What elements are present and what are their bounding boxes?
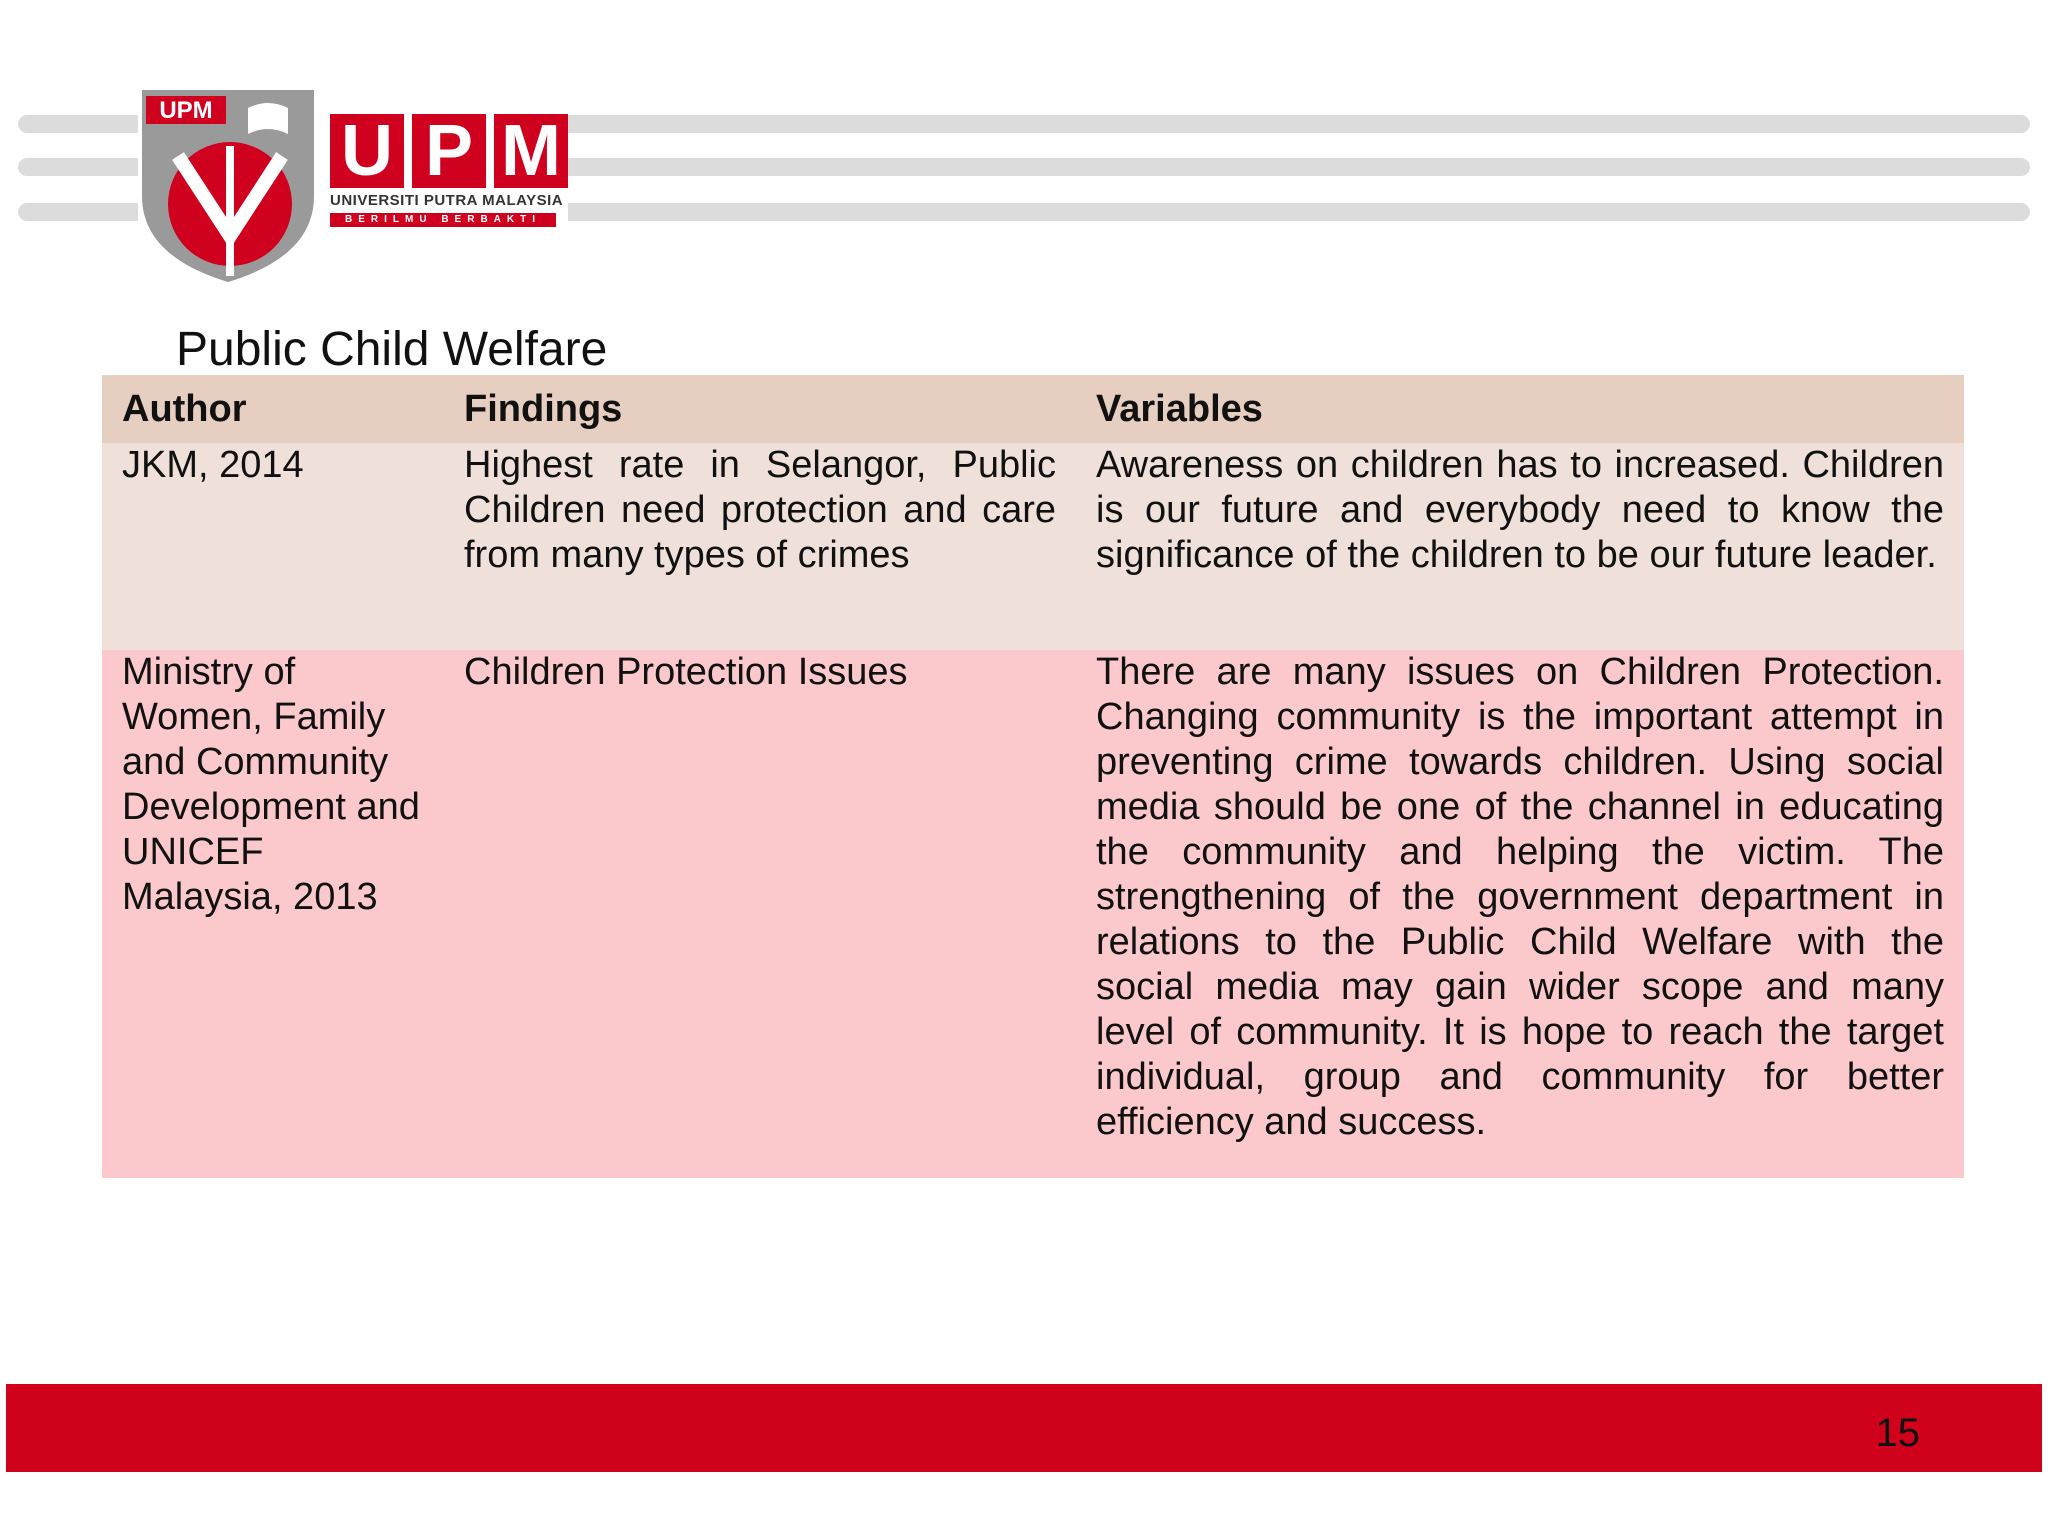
findings-cell: Children Protection Issues [464,651,908,693]
column-header-variables: Variables [1096,387,1263,430]
findings-cell: Highest rate in Selangor, Public Children need protection and care from many types of crimes [464,444,1056,576]
upm-logo [138,86,568,286]
upm-shield-icon [138,86,318,286]
table-row [102,443,1964,650]
wordmark-letter-p: P [412,114,486,188]
column-header-findings: Findings [464,387,623,430]
variables-cell: Awareness on children has to increased. Children is our future and everybody need to know the significance of the children to be our future leader. [1096,444,1944,576]
author-cell: Ministry of Women, Family and Community Development and UNICEF Malaysia, 2013 [122,651,420,918]
footer-bar [6,1384,2042,1472]
slide-title: Public Child Welfare [176,323,608,376]
wordmark-letter-u: U [330,114,404,188]
table-row [102,650,1964,1178]
university-motto: BERILMU BERBAKTI [330,213,556,227]
author-cell: JKM, 2014 [122,444,304,486]
column-header-author: Author [122,387,247,430]
page-number: 15 [1875,1411,1920,1455]
table-header-row [102,375,1964,443]
upm-wordmark [330,111,568,227]
literature-table [102,375,1964,1178]
shield-text: UPM [159,97,213,124]
variables-cell: There are many issues on Children Protection. Changing community is the important attempt in preventing crime towards children. Using social media should be one of the channel in educating the community and helping the victim. The strengthening of the government department in relations to the Public Child Welfare with the social media may gain wider scope and many level of community. It is hope to reach the target individual, group and community for better efficiency and success. [1096,651,1944,1143]
university-name: UNIVERSITI PUTRA MALAYSIA [330,192,564,209]
wordmark-letter-m: M [494,114,568,188]
